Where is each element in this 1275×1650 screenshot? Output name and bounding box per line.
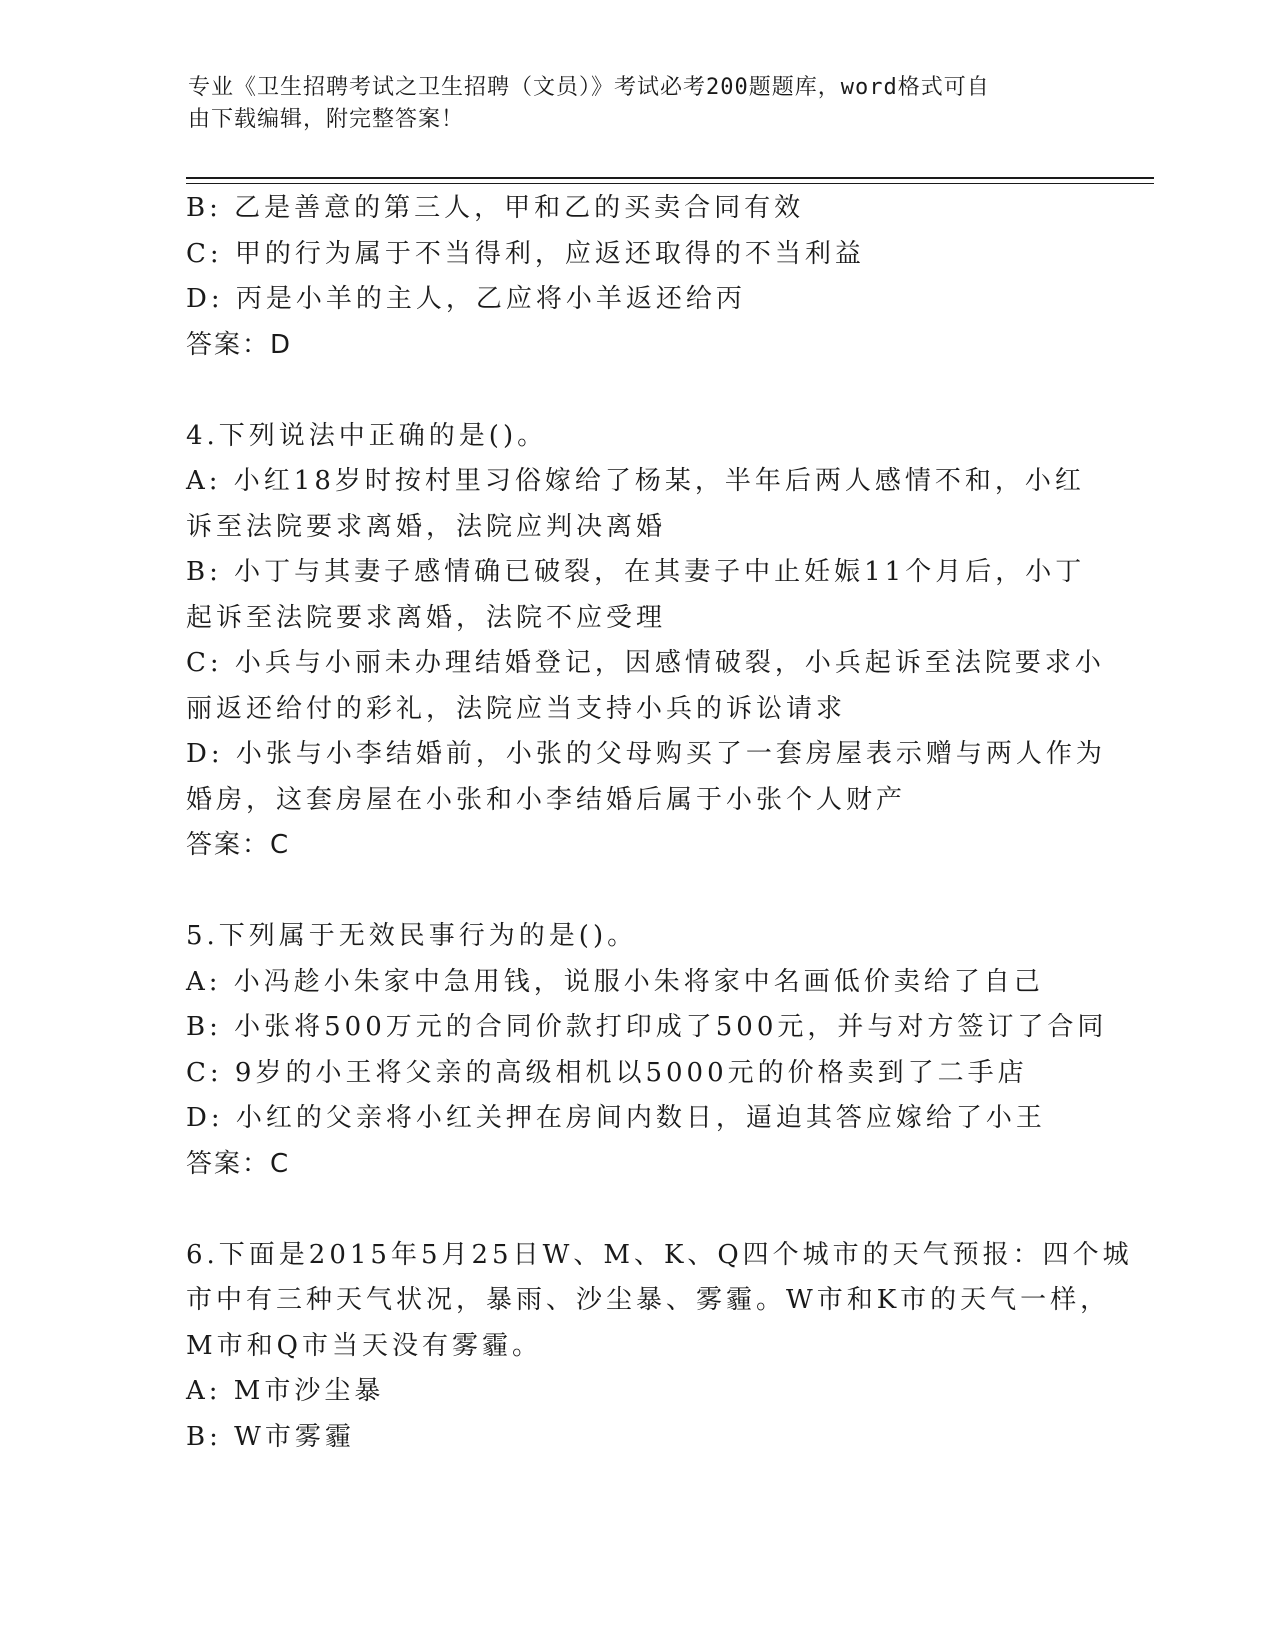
header-line-1: 专业《卫生招聘考试之卫生招聘（文员）》考试必考200题题库，word格式可自 — [188, 75, 990, 100]
option-line: B: 小丁与其妻子感情确已破裂，在其妻子中止妊娠11个月后，小丁 — [186, 557, 1086, 587]
option-line: B: 小张将500万元的合同价款打印成了500元，并与对方签订了合同 — [186, 1012, 1108, 1042]
option-line: 起诉至法院要求离婚，法院不应受理 — [186, 602, 667, 633]
option-line: C: 小兵与小丽未办理结婚登记，因感情破裂，小兵起诉至法院要求小 — [186, 648, 1105, 678]
question-stem: 4.下列说法中正确的是()。 — [186, 420, 548, 451]
question-block — [186, 186, 1086, 368]
option-line: A: M市沙尘暴 — [186, 1376, 385, 1406]
header-line-2: 由下载编辑，附完整答案！ — [188, 107, 465, 132]
block-spacer — [186, 368, 1086, 414]
question-stem: 5.下列属于无效民事行为的是()。 — [186, 921, 638, 951]
header-rule-thick — [186, 177, 1154, 179]
option-line: D: 丙是小羊的主人，乙应将小羊返还给丙 — [186, 284, 746, 314]
block-spacer — [186, 869, 1086, 915]
block-spacer — [186, 1187, 1086, 1233]
option-line: 婚房，这套房屋在小张和小李结婚后属于小张个人财产 — [186, 784, 907, 815]
question-block — [186, 1233, 1133, 1461]
question-content — [186, 186, 1133, 1460]
answer-line: 答案：C — [186, 1148, 291, 1179]
option-line: B: W市雾霾 — [186, 1421, 355, 1452]
option-line: D: 小红的父亲将小红关押在房间内数日，逼迫其答应嫁给了小王 — [186, 1103, 1046, 1133]
question-stem: 市中有三种天气状况，暴雨、沙尘暴、雾霾。W市和K市的天气一样， — [186, 1285, 1111, 1315]
option-line: C: 甲的行为属于不当得利，应返还取得的不当利益 — [186, 238, 865, 269]
option-line: 诉至法院要求离婚，法院应判决离婚 — [186, 511, 667, 542]
option-line: B: 乙是善意的第三人，甲和乙的买卖合同有效 — [186, 193, 805, 223]
question-block — [186, 414, 1106, 869]
option-line: D: 小张与小李结婚前，小张的父母购买了一套房屋表示赠与两人作为 — [186, 739, 1106, 769]
option-line: C: 9岁的小王将父亲的高级相机以5000元的价格卖到了二手店 — [186, 1057, 1028, 1088]
answer-line: 答案：C — [186, 830, 291, 860]
option-line: 丽返还给付的彩礼，法院应当支持小兵的诉讼请求 — [186, 693, 847, 724]
header-rule-thin — [186, 183, 1154, 184]
question-stem: M市和Q市当天没有雾霾。 — [186, 1330, 542, 1361]
option-line: A: 小红18岁时按村里习俗嫁给了杨某，半年后两人感情不和，小红 — [186, 466, 1085, 496]
option-line: A: 小冯趁小朱家中急用钱，说服小朱将家中名画低价卖给了自己 — [186, 966, 1044, 997]
question-stem: 6.下面是2015年5月25日W、M、K、Q四个城市的天气预报：四个城 — [186, 1239, 1133, 1270]
answer-line: 答案：D — [186, 329, 293, 360]
question-block — [186, 914, 1108, 1187]
document-header — [188, 72, 1068, 136]
